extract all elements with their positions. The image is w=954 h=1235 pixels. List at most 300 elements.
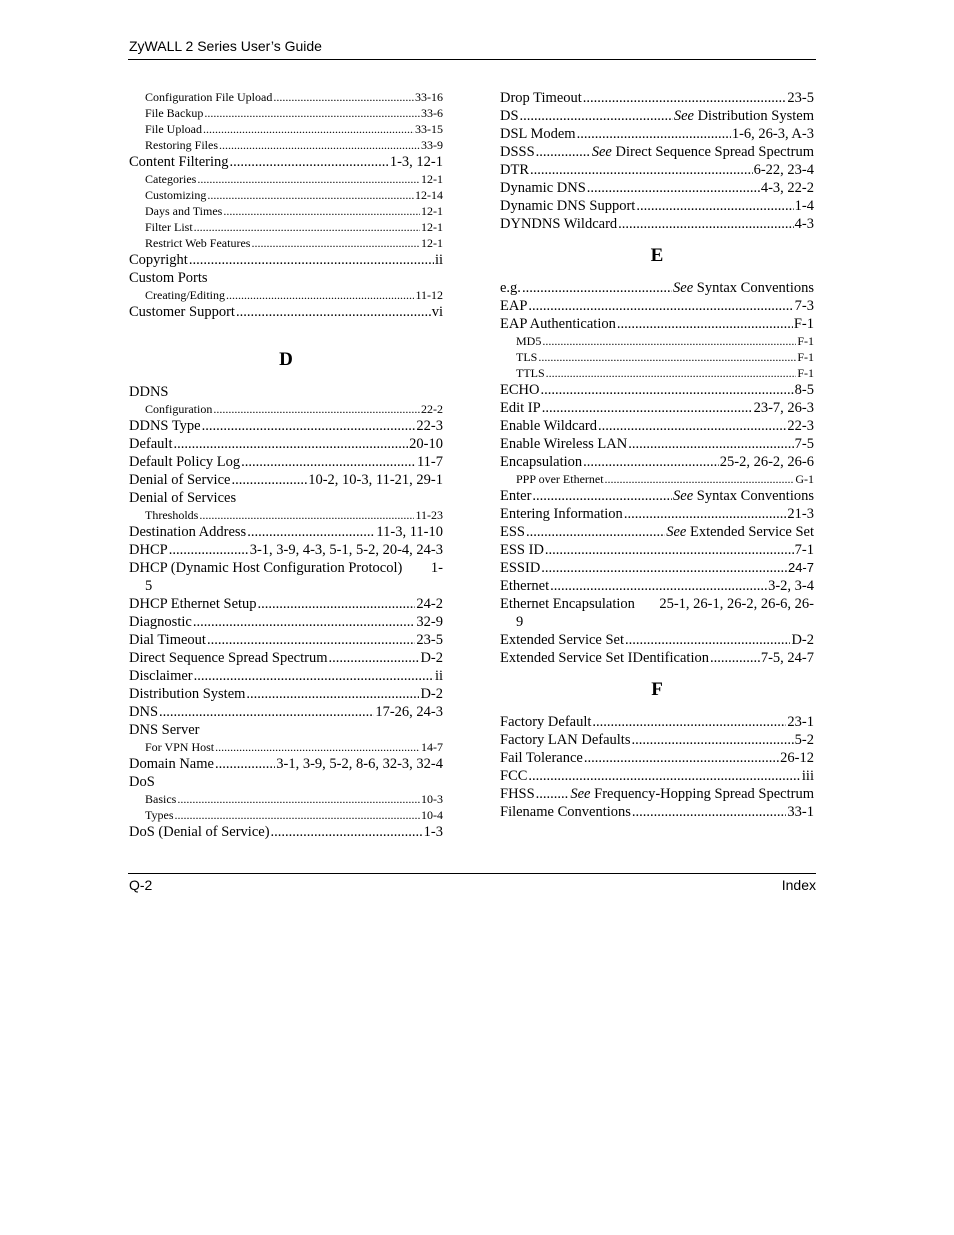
index-pages: 8-5 <box>794 382 814 398</box>
index-subentry <box>129 171 443 187</box>
index-term: Destination Address <box>129 524 247 540</box>
index-entry <box>129 303 443 321</box>
index-term: Diagnostic <box>129 614 192 630</box>
index-pages: 23-1 <box>787 714 814 730</box>
index-pages: 33-1 <box>787 804 814 820</box>
index-term: Fail Tolerance <box>500 750 583 766</box>
index-pages: F-1 <box>797 366 814 380</box>
leader-dots <box>231 471 307 489</box>
index-term: DS <box>500 108 519 124</box>
index-pages: 23-7, 26-3 <box>753 400 814 416</box>
index-pages: ii <box>434 252 443 268</box>
index-pages: 10-2, 10-3, 11-21, 29-1 <box>308 472 443 488</box>
index-entry <box>129 541 443 559</box>
leader-dots <box>628 435 793 453</box>
see-label: See <box>673 488 694 504</box>
index-subentry <box>129 739 443 755</box>
index-pages: 3-1, 3-9, 4-3, 5-1, 5-2, 20-4, 24-3 <box>249 542 443 558</box>
index-entry <box>129 453 443 471</box>
index-term: Drop Timeout <box>500 90 582 106</box>
index-term: For VPN Host <box>145 740 215 754</box>
index-entry <box>129 755 443 773</box>
index-term: DNS Server <box>129 722 200 738</box>
leader-dots <box>173 435 408 453</box>
index-pages: 1-3 <box>423 824 443 840</box>
index-entry <box>500 577 814 595</box>
index-subentry <box>129 137 443 153</box>
page-header <box>128 37 816 60</box>
index-pages: 12-1 <box>421 172 443 186</box>
leader-dots <box>583 89 787 107</box>
index-entry <box>500 179 814 197</box>
index-pages: 11-3, 11-10 <box>376 524 443 540</box>
index-pages: 33-15 <box>415 122 443 136</box>
leader-dots <box>710 649 760 667</box>
leader-dots <box>528 767 800 785</box>
index-term: DDNS Type <box>129 418 201 434</box>
leader-dots <box>247 523 375 541</box>
index-entry-wrapped <box>500 595 814 631</box>
index-pages: 7-1 <box>794 542 814 558</box>
see-target: Extended Service Set <box>689 524 814 540</box>
index-entry <box>129 251 443 269</box>
index-entry <box>129 523 443 541</box>
leader-dots <box>199 507 414 523</box>
index-term: Customer Support <box>129 304 235 320</box>
index-term: Enable Wireless LAN <box>500 436 628 452</box>
index-entry <box>500 803 814 821</box>
index-entry-line <box>500 595 814 613</box>
index-subentry <box>129 507 443 523</box>
index-pages: 10-4 <box>421 808 443 822</box>
index-pages: 7-5 <box>794 436 814 452</box>
leader-dots <box>592 713 786 731</box>
index-pages: F-1 <box>797 334 814 348</box>
index-subentry <box>500 471 814 487</box>
index-pages: 25-1, 26-1, 26-2, 26-6, 26- <box>659 596 814 612</box>
index-entry <box>500 125 814 143</box>
index-term: Domain Name <box>129 756 214 772</box>
index-pages: 1-4 <box>794 198 814 214</box>
index-block-d <box>129 383 443 841</box>
index-entry <box>500 161 814 179</box>
index-pages: 33-6 <box>421 106 443 120</box>
index-entry <box>129 613 443 631</box>
index-column-right <box>500 89 814 821</box>
index-term: DHCP Ethernet Setup <box>129 596 257 612</box>
leader-dots <box>530 161 753 179</box>
index-term: DTR <box>500 162 529 178</box>
index-pages: ii <box>434 668 443 684</box>
page-number: Q-2 <box>129 877 153 893</box>
index-entry <box>500 297 814 315</box>
index-subentry <box>500 365 814 381</box>
index-pages: D-2 <box>791 632 814 648</box>
index-entry-see <box>500 523 814 541</box>
leader-dots <box>271 823 423 841</box>
leader-dots <box>546 365 797 381</box>
index-term: EAP <box>500 298 528 314</box>
index-pages: 12-14 <box>415 188 443 202</box>
index-entry-see <box>500 279 814 297</box>
index-term: DoS <box>129 774 155 790</box>
index-entry <box>129 685 443 703</box>
leader-dots <box>584 749 779 767</box>
index-pages: 11-7 <box>416 454 443 470</box>
section-letter-d: D <box>279 349 293 370</box>
index-term: Factory Default <box>500 714 592 730</box>
index-term: Factory LAN Defaults <box>500 732 631 748</box>
index-entry <box>129 703 443 721</box>
leader-dots <box>541 559 787 577</box>
index-entry-line <box>129 559 443 577</box>
index-subentry <box>129 791 443 807</box>
index-term: Ethernet <box>500 578 550 594</box>
index-term: TLS <box>516 350 538 364</box>
index-pages: D-2 <box>420 650 443 666</box>
leader-dots <box>175 807 421 823</box>
index-subentry <box>129 121 443 137</box>
index-term: FHSS <box>500 786 535 802</box>
index-pages: vi <box>431 304 443 320</box>
see-reference <box>570 785 814 803</box>
leader-dots <box>251 235 420 251</box>
index-term: DSL Modem <box>500 126 576 142</box>
index-term: DNS <box>129 704 159 720</box>
index-term: DHCP (Dynamic Host Configuration Protocol) <box>129 560 403 576</box>
index-entry <box>500 381 814 399</box>
page-footer <box>128 873 816 893</box>
index-pages: 21-3 <box>787 506 814 522</box>
leader-dots <box>207 631 415 649</box>
index-entry <box>500 749 814 767</box>
index-pages: 12-1 <box>421 204 443 218</box>
index-term: Basics <box>145 792 177 806</box>
index-subentry <box>129 89 443 105</box>
leader-dots <box>169 541 249 559</box>
index-entry <box>500 649 814 667</box>
index-term: Configuration File Upload <box>145 90 273 104</box>
index-entry <box>500 767 814 785</box>
index-pages: 22-3 <box>787 418 814 434</box>
index-term: Denial of Services <box>129 490 237 506</box>
index-pages: 3-2, 3-4 <box>768 578 814 594</box>
see-target: Syntax Conventions <box>696 280 814 296</box>
index-entry <box>129 773 443 791</box>
index-pages: 11-12 <box>415 288 443 302</box>
index-subentry <box>129 235 443 251</box>
index-pages: 12-1 <box>421 236 443 250</box>
leader-dots <box>618 215 794 233</box>
index-pages: G-1 <box>795 472 814 486</box>
index-pages: F-1 <box>797 350 814 364</box>
leader-dots <box>204 105 420 121</box>
leader-dots <box>215 739 420 755</box>
section-name: Index <box>781 877 816 893</box>
leader-dots <box>219 137 420 153</box>
index-entry-see <box>500 487 814 505</box>
index-entry <box>129 383 443 401</box>
leader-dots <box>538 349 796 365</box>
index-term: ESS <box>500 524 525 540</box>
index-entry <box>500 541 814 559</box>
leader-dots <box>241 453 416 471</box>
leader-dots <box>583 453 719 471</box>
index-entry <box>129 153 443 171</box>
leader-dots <box>625 631 790 649</box>
index-pages: 6-22, 23-4 <box>753 162 814 178</box>
index-term: Enter <box>500 488 532 504</box>
index-entry <box>500 215 814 233</box>
index-term: DYNDNS Wildcard <box>500 216 618 232</box>
index-entry <box>500 713 814 731</box>
see-label: See <box>591 144 612 160</box>
index-block-c <box>129 89 443 321</box>
leader-dots <box>159 703 374 721</box>
index-subentry <box>129 287 443 303</box>
index-term: Thresholds <box>145 508 199 522</box>
index-term: Ethernet Encapsulation <box>500 596 635 612</box>
see-label: See <box>666 524 687 540</box>
index-entry <box>129 269 443 287</box>
index-term: Types <box>145 808 174 822</box>
leader-dots <box>177 791 420 807</box>
index-pages: 14-7 <box>421 740 443 754</box>
index-term: Creating/Editing <box>145 288 225 302</box>
index-entry <box>500 417 814 435</box>
leader-dots <box>550 577 767 595</box>
leader-dots <box>229 153 388 171</box>
index-pages: 4-3, 22-2 <box>760 180 814 196</box>
index-pages: 1-6, 26-3, A-3 <box>731 126 814 142</box>
index-term: PPP over Ethernet <box>516 472 604 486</box>
see-target: Distribution System <box>697 108 814 124</box>
index-pages: 20-10 <box>409 436 443 452</box>
index-term: Edit IP <box>500 400 541 416</box>
index-term: Dynamic DNS <box>500 180 586 196</box>
index-term: Denial of Service <box>129 472 231 488</box>
index-entry <box>129 721 443 739</box>
index-entry <box>500 505 814 523</box>
index-term: Customizing <box>145 188 207 202</box>
index-subentry <box>129 203 443 219</box>
index-term: Extended Service Set IDentification <box>500 650 709 666</box>
leader-dots <box>202 417 416 435</box>
guide-title: ZyWALL 2 Series User’s Guide <box>129 38 322 54</box>
index-entry <box>129 471 443 489</box>
index-entry <box>500 631 814 649</box>
index-subentry <box>500 333 814 349</box>
see-reference <box>674 107 814 125</box>
leader-dots <box>207 187 414 203</box>
index-term: Days and Times <box>145 204 223 218</box>
index-term: Extended Service Set <box>500 632 625 648</box>
leader-dots <box>587 179 760 197</box>
index-term: ESS ID <box>500 542 544 558</box>
leader-dots <box>236 303 431 321</box>
index-term: ECHO <box>500 382 540 398</box>
index-pages: 4-3 <box>794 216 814 232</box>
index-term: Direct Sequence Spread Spectrum <box>129 650 328 666</box>
leader-dots <box>532 487 672 505</box>
leader-dots <box>631 731 793 749</box>
index-pages: 33-16 <box>415 90 443 104</box>
leader-dots <box>193 613 416 631</box>
see-label: See <box>673 108 694 124</box>
index-term: FCC <box>500 768 528 784</box>
leader-dots <box>542 333 796 349</box>
index-term: Distribution System <box>129 686 246 702</box>
see-reference <box>666 523 814 541</box>
index-pages: 5-2 <box>794 732 814 748</box>
index-entry-see <box>500 785 814 803</box>
index-pages-continued: 5 <box>145 578 153 594</box>
index-term: DDNS <box>129 384 169 400</box>
index-pages: 24-7 <box>787 560 814 575</box>
leader-dots <box>197 171 420 187</box>
index-pages: 22-3 <box>416 418 443 434</box>
see-label: See <box>673 280 694 296</box>
index-term: Copyright <box>129 252 188 268</box>
index-term: Filename Conventions <box>500 804 631 820</box>
leader-dots <box>545 541 794 559</box>
leader-dots <box>605 471 795 487</box>
index-term: DHCP <box>129 542 168 558</box>
index-term: e.g. <box>500 280 521 296</box>
leader-dots <box>526 523 665 541</box>
index-entry-see <box>500 107 814 125</box>
index-term: DoS (Denial of Service) <box>129 824 270 840</box>
index-entry <box>129 649 443 667</box>
leader-dots <box>194 667 434 685</box>
index-term: Dynamic DNS Support <box>500 198 636 214</box>
index-block-e <box>500 279 814 667</box>
see-target: Frequency-Hopping Spread Spectrum <box>594 786 814 802</box>
leader-dots <box>577 125 731 143</box>
index-term: Configuration <box>145 402 213 416</box>
index-entry <box>500 399 814 417</box>
index-term: Restrict Web Features <box>145 236 251 250</box>
leader-dots <box>226 287 414 303</box>
index-entry <box>500 731 814 749</box>
index-entry <box>129 667 443 685</box>
index-entry <box>500 89 814 107</box>
index-pages: D-2 <box>420 686 443 702</box>
index-pages: 17-26, 24-3 <box>375 704 443 720</box>
index-pages: 24-2 <box>416 596 443 612</box>
index-pages: F-1 <box>793 316 814 332</box>
index-subentry <box>129 105 443 121</box>
leader-dots <box>632 803 787 821</box>
leader-dots <box>598 417 786 435</box>
leader-dots <box>194 219 420 235</box>
leader-dots <box>246 685 419 703</box>
leader-dots <box>617 315 793 333</box>
index-block-f <box>500 713 814 821</box>
index-pages-continued: 9 <box>516 614 524 630</box>
leader-dots <box>215 755 275 773</box>
index-pages: 10-3 <box>421 792 443 806</box>
index-entry <box>500 197 814 215</box>
index-term: TTLS <box>516 366 545 380</box>
index-entry <box>129 435 443 453</box>
leader-dots <box>536 785 570 803</box>
index-term: Entering Information <box>500 506 623 522</box>
index-pages: 1- <box>430 560 443 576</box>
index-term: ESSID <box>500 560 541 576</box>
index-term: Restoring Files <box>145 138 219 152</box>
index-subentry <box>129 219 443 235</box>
index-subentry <box>129 187 443 203</box>
index-term: Categories <box>145 172 197 186</box>
index-entry <box>500 315 814 333</box>
index-term: EAP Authentication <box>500 316 616 332</box>
leader-dots <box>223 203 420 219</box>
section-letter-e: E <box>650 245 664 266</box>
index-entry <box>500 559 814 577</box>
leader-dots <box>536 143 591 161</box>
index-subentry <box>129 807 443 823</box>
index-pages: 12-1 <box>421 220 443 234</box>
index-pages: 7-3 <box>794 298 814 314</box>
index-term: Default Policy Log <box>129 454 241 470</box>
index-pages: 3-1, 3-9, 5-2, 8-6, 32-3, 32-4 <box>276 756 443 772</box>
leader-dots <box>522 279 672 297</box>
index-term: Filter List <box>145 220 193 234</box>
index-subentry <box>500 349 814 365</box>
index-term: Default <box>129 436 173 452</box>
index-term: Content Filtering <box>129 154 229 170</box>
leader-dots <box>636 197 793 215</box>
index-pages: iii <box>801 768 814 784</box>
index-entry <box>500 435 814 453</box>
index-term: Custom Ports <box>129 270 208 286</box>
index-pages: 32-9 <box>416 614 443 630</box>
index-entry-see <box>500 143 814 161</box>
index-term: DSSS <box>500 144 535 160</box>
index-pages: 22-2 <box>421 402 443 416</box>
index-pages: 33-9 <box>421 138 443 152</box>
see-target: Syntax Conventions <box>696 488 814 504</box>
index-subentry <box>129 401 443 417</box>
index-column-left <box>129 89 443 841</box>
index-term: MD5 <box>516 334 542 348</box>
see-label: See <box>570 786 591 802</box>
index-entry <box>129 489 443 507</box>
index-entry <box>129 417 443 435</box>
leader-dots <box>329 649 420 667</box>
index-entry <box>129 631 443 649</box>
see-target: Direct Sequence Spread Spectrum <box>615 144 814 160</box>
leader-dots <box>213 401 420 417</box>
index-term: Dial Timeout <box>129 632 206 648</box>
index-entry-wrapped <box>129 559 443 595</box>
index-block-d-cont <box>500 89 814 233</box>
index-entry <box>500 453 814 471</box>
index-term: Disclaimer <box>129 668 193 684</box>
index-term: Encapsulation <box>500 454 583 470</box>
index-pages: 11-23 <box>415 508 443 522</box>
index-entry <box>129 595 443 613</box>
see-reference <box>592 143 814 161</box>
index-pages: 23-5 <box>416 632 443 648</box>
leader-dots <box>624 505 787 523</box>
index-pages: 26-12 <box>780 750 814 766</box>
leader-dots <box>528 297 793 315</box>
index-pages: 1-3, 12-1 <box>389 154 443 170</box>
leader-dots <box>189 251 434 269</box>
leader-dots <box>258 595 416 613</box>
